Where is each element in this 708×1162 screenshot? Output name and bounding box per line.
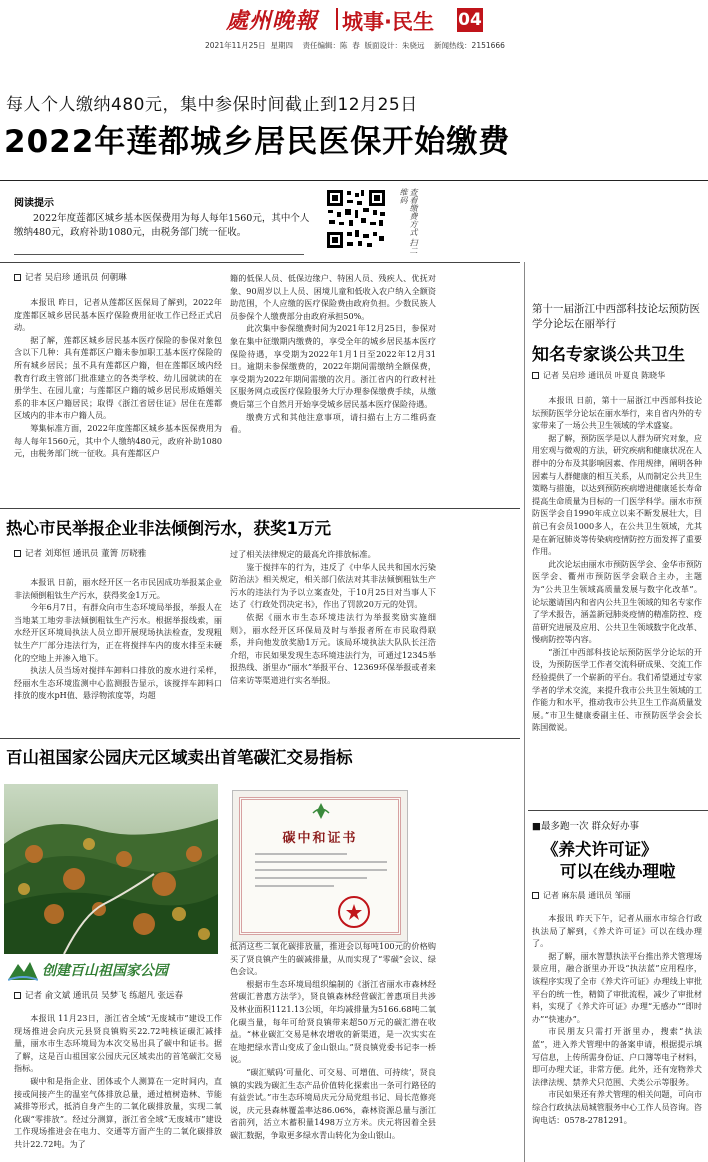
slogan-text: 创建百山祖国家公园: [42, 963, 168, 979]
paragraph: 本报讯 日前，第十一届浙江中西部科技论坛预防医学分论坛在丽水举行，来自省内外的专家带来了一场公共卫生领域的学术盛宴。: [532, 395, 702, 431]
right1-body: [532, 394, 702, 734]
masthead-divider: [336, 8, 338, 30]
right1-title: 知名专家谈公共卫生: [532, 345, 685, 365]
right1-kicker: 第十一届浙江中西部科技论坛预防医学分论坛在丽举行: [532, 303, 700, 330]
paragraph: “浙江中西部科技论坛预防医学分论坛的开设，为预防医学工作者交流科研成果、交流工作经验提供了一个崭新的平台。我们希望通过专家学者的学术交流，来提升我市公共卫生领域的工作能力和水平，推动我市公共卫生工作高质量发展。”市卫生健康委副主任、市预防医学会会长陈国微说。: [532, 646, 702, 733]
lead-byline: [14, 272, 224, 290]
right-column-divider: [524, 262, 525, 1162]
paragraph: 筹集标准方面，2022年度莲都区城乡基本医保费用为每人每年1560元，其中个人缴纳480元，政府补助1080元，由税务部门统一征收。具有莲都区户: [14, 422, 222, 459]
right2-byline: [532, 890, 704, 908]
right2-body: [532, 912, 702, 1126]
article2-column-1: [14, 576, 222, 702]
paragraph: 依据《丽水市生态环境违法行为举报奖励实施细则》，丽水经开区环保局及时与举报者所在市民取得联系，并向他发放奖励1万元。该局环境执法大队队长汪浩介绍，市民如果发现生态环境违法行为，可通过12345举报热线、浙里办“丽水”举报平台、12369环保举报或者来信来访等渠道进行实名举报。: [230, 611, 436, 685]
article3-rule: [0, 738, 520, 739]
page-number: 04: [458, 10, 482, 30]
article2-title: 热心市民举报企业非法倾倒污水，获奖1万元: [6, 519, 331, 538]
paragraph: 据了解，丽水智慧执法平台推出养犬管理场景应用，融合浙里办开设“执法蓝”应用程序，该程序实现了全市《养犬许可证》办理线上审批平台的统一性，精简了审批流程，减少了审批材料，实现了《养犬许可证》办理“无感办”“即时办”“快速办”。: [532, 950, 702, 1024]
paragraph: 今年6月7日，有群众向市生态环境局举报，举报人在当地某工地旁非法倾倒粗钛生产污水。根据举报线索，丽水经开区环境局执法人员立即开展现场执法检查，发现粗钛生产厂部分违法行为，正在将搅拌车内的废水排至未硬化的空地上并渗入地下。: [14, 602, 222, 663]
byline-text: 记者 麻东晨 通讯员 邹丽: [543, 891, 631, 900]
carbon-certificate: [232, 790, 408, 942]
article3-column-1: [14, 1012, 222, 1151]
reading-tip-text: 2022年度莲都区城乡基本医保费用为每人每年1560元，其中个人缴纳480元，政府补助1080元，由税务部门统一征收。: [14, 213, 310, 238]
qr-code-image: [325, 188, 387, 250]
section-rule: [0, 180, 708, 181]
byline-text: 记者 吴启珍 通讯员 叶夏良 陈晓华: [543, 371, 666, 380]
right2-title-line2: 可以在线办理啦: [560, 862, 676, 881]
paragraph: 本报讯 昨日，记者从莲都区医保局了解到，2022年度莲都区城乡居民基本医疗保险费用征收工作已经正式启动。: [14, 297, 222, 333]
certificate-emblem-icon: [311, 803, 331, 819]
paragraph: 过了相关法律规定的最高允许排放标准。: [230, 549, 376, 559]
newspaper-logo: 處州晚報: [226, 8, 319, 34]
lead-column-1: [14, 296, 222, 460]
right2-title-line1: 《养犬许可证》: [542, 840, 658, 859]
masthead-info: 2021年11月25日 星期四 责任编辑：陈 春 版面设计：朱骁远 新闻热线：2151666: [205, 41, 505, 50]
paragraph: 市民如果还有养犬管理的相关问题，可向市综合行政执法局城管服务中心工作人员咨询。咨询电话：0578-2781291。: [532, 1089, 702, 1125]
paragraph: 鉴于搅拌车的行为，违反了《中华人民共和国水污染防治法》相关规定，相关部门依法对其非法倾倒粗钛生产污水的违法行为予以立案查处，于10月25日对当事人下达了《行政处罚决定书》，作出了罚款20万元的处罚。: [230, 561, 436, 610]
masthead: [0, 0, 708, 48]
article2-column-2: [230, 548, 436, 687]
reading-tip-label: 阅读提示: [14, 198, 54, 209]
certificate-text-lines: [255, 853, 387, 893]
paragraph: 碳中和是指企业、团体或个人测算在一定时间内，直接或间接产生的温室气体排放总量，通过植树造林、节能减排等形式，抵消自身产生的二氧化碳排放量，实现二氧化碳“零排放”。经过分测算，浙江省全域“无废城市”建设工作现场推进会在电力、交通等方面产生的二氧化碳排放共计22.72吨。为了: [14, 1075, 222, 1149]
paragraph: 抵消这些二氧化碳排放量，推进会以每吨100元的价格购买了贤良镇产生的碳减排量，从而实现了“零碳”会议、绿色会议。: [230, 941, 436, 977]
paragraph: 缴费方式和其他注意事项，请扫描右上方二维码查看。: [230, 411, 436, 435]
lead-subtitle: 每人个人缴纳480元，集中参保时间截止到12月25日: [6, 95, 418, 115]
section-title: 城事·民生: [342, 10, 434, 34]
paragraph: 本报讯 昨天下午，记者从丽水市综合行政执法局了解到，《养犬许可证》可以在线办理了。: [532, 913, 702, 949]
certificate-title: 碳中和证书: [282, 831, 358, 846]
tip-rule: [14, 254, 304, 255]
paragraph: “碳汇赋码‘可量化、可交易、可增值、可持续’，贤良镇的实践为碳汇生态产品价值转化探索出一条可行路径的有益尝试。”市生态环境局庆元分局党组书记、局长范修亮说，庆元县森林覆盖率达86.06%，森林资源总量与浙江省前列，活立木蓄积量1498万立方米。庆元将因着全县碳汇数据，争取更多绿水青山转化为金山银山。: [230, 1066, 436, 1140]
byline-text: 记者 刘郑恒 通讯员 董箐 厉晓雅: [25, 549, 147, 559]
article3-byline: [14, 990, 234, 1008]
article3-title: 百山祖国家公园庆元区域卖出首笔碳汇交易指标: [6, 748, 353, 767]
article2-rule: [0, 508, 520, 509]
right2-rule: [528, 810, 708, 811]
lead-title: 2022年莲都城乡居民医保开始缴费: [4, 124, 511, 160]
qr-caption: 查看缴费方式 扫二维码: [399, 188, 418, 255]
right2-kicker: ■最多跑一次 群众好办事: [532, 821, 639, 832]
red-seal-stamp: [337, 895, 371, 929]
article2-byline: [14, 548, 224, 566]
byline-text: 记者 吴启珍 通讯员 何朝琳: [25, 273, 127, 283]
article3-column-2: [230, 940, 436, 1142]
slogan-banner: [4, 954, 218, 986]
paragraph: 籍的低保人员、低保边缘户、特困人员、残疾人、优抚对象、90周岁以上人员、困境儿童和低收入农户纳入全额资助范围，个人应缴的医疗保险费由政府负担。少数民族人员参保个人缴费部分由政府承担50%。: [230, 273, 436, 321]
paragraph: 据了解，莲都区城乡居民基本医疗保险的参保对象包含以下几种：具有莲都区户籍未参加职工基本医疗保险的所有城乡居民；虽不具有莲都区户籍，但在莲都区域内经教育行政主管部门批准建立的各类学校、幼儿园就读的在册学生、在园儿童；与莲都区户籍的城乡居民形成婚姻关系的非本区户籍居民；取得《浙江省居住证》居住在莲都区域内的非本市户籍人员。: [14, 334, 222, 421]
paragraph: 根据市生态环境局组织编制的《浙江省丽水市森林经营碳汇普惠方法学》，贤良镇森林经营碳汇普惠项目共涉及林业面积1121.13公顷，年均减排量为5166.68吨二氧化碳当量，每年可给贤良镇带来超50万元的碳汇潜在收益。“林业碳汇交易是林农增收的新渠道，是一次实实在在地把绿水青山变成了金山银山。”贤良镇党委书记李一桥说。: [230, 978, 436, 1065]
mountain-logo-icon: [8, 958, 38, 982]
paragraph: 本报讯 11月23日，浙江省全域“无废城市”建设工作现场推进会向庆元县贤良镇购买22.72吨核证碳汇减排量，丽水市生态环境局为本次交易出具了碳中和证书。据了解，这是百山祖国家公园庆元区域卖出的首笔碳汇交易指标。: [14, 1013, 222, 1074]
right1-byline: [532, 370, 704, 388]
paragraph: 执法人员当场对搅拌车卸料口排放的废水进行采样，经丽水生态环境监测中心监测报告显示，该搅拌车卸料口排放的废水pH值、悬浮物浓度等，均超: [14, 665, 222, 701]
paragraph: 据了解，预防医学是以人群为研究对象，应用宏观与微观的方法，研究疾病和健康状况在人群中的分布及其影响因素、作用规律，阐明各种因素与人群健康的相互关系，从而制定公共卫生策略与措施，以达到预防疾病增进健康延长寿命提高生命质量为目标的一门医学科学。丽水市预防医学会自1990年成立以来不断发展壮大，目前已有会员1000多人，在公共卫生领域，尤其是在新冠肺炎等传染病疫情防控方面发挥了重要作用。: [532, 432, 702, 557]
forest-photo: [4, 784, 218, 954]
paragraph: 此次论坛由丽水市预防医学会、金华市预防医学会、衢州市预防医学会联合主办，主题为“公共卫生领域高质量发展与数字化改革”。论坛邀请国内和省内公共卫生领域的知名专家作了学术报告，涵盖新冠肺炎疫情的精准防控、疫苗研究进展及应用、公共卫生领域数字化改革、慢病防控等内容。: [532, 558, 702, 645]
lead-rule: [0, 262, 520, 263]
lead-column-2: [230, 272, 436, 436]
paragraph: 本报讯 日前，丽水经开区一名市民因成功举报某企业非法倾倒粗钛生产污水，获得奖金1万元。: [14, 577, 222, 600]
byline-text: 记者 俞文斌 通讯员 吴梦飞 练超凡 张远春: [25, 991, 184, 1001]
paragraph: 此次集中参保缴费时间为2021年12月25日，参保对象在集中征缴期内缴费的，享受全年的城乡居民基本医疗保险待遇，享受期为2022年1月1日至2022年12月31日。逾期未参保缴费的，2022年期间需缴纳全额保费，享受期为2022年期间需缴的次月。浙江省内的行政村社区服务网点或医疗保险服务大厅办理参保缴费手续，从缴费后第三个自然月开始享受城乡居民基本医疗保险待遇。: [230, 323, 436, 409]
paragraph: 市民朋友只需打开浙里办，搜索“执法蓝”，进入养犬管理中的备案申请，根据提示填写信息，上传所需身份证、户口簿等电子材料，即可办理犬证，非常方便。此外，还有宠物养犬法律法规、禁养犬只范围、犬类公示等服务。: [532, 1026, 702, 1087]
